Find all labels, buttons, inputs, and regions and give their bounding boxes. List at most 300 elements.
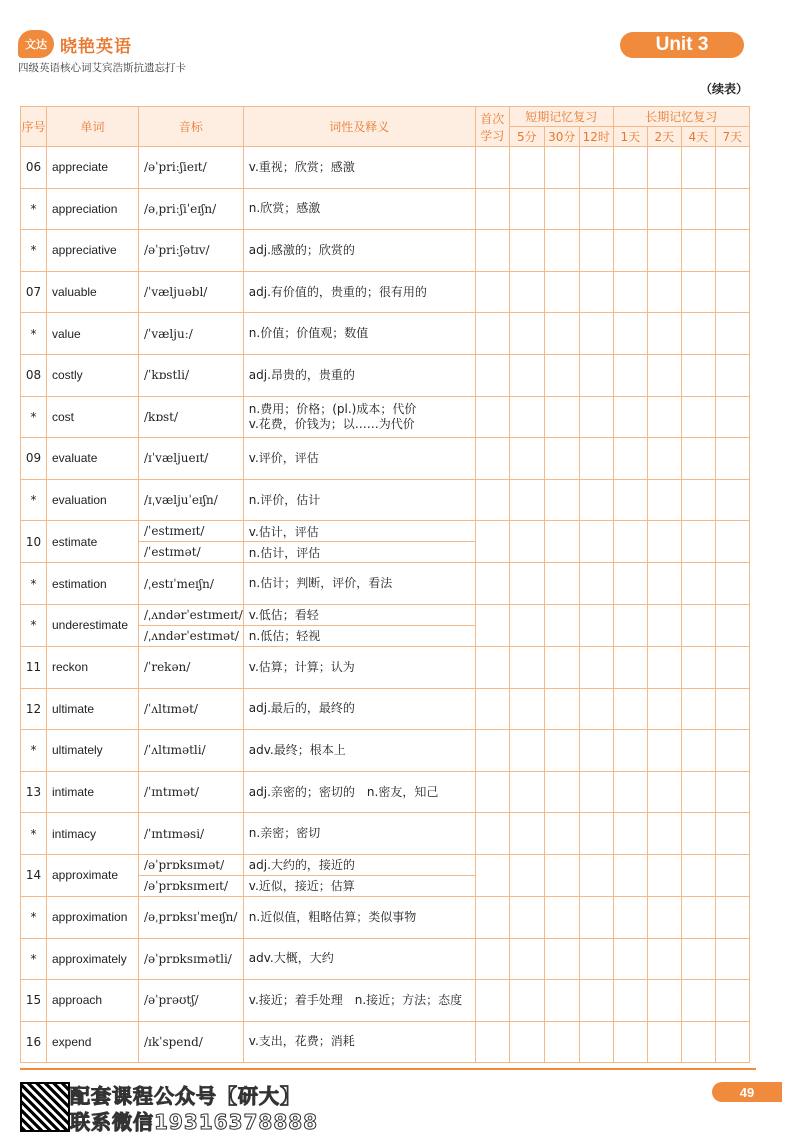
review-checkbox-cell[interactable]	[475, 771, 509, 813]
review-checkbox-cell[interactable]	[544, 813, 579, 855]
review-checkbox-cell[interactable]	[681, 646, 715, 688]
table-row	[21, 396, 750, 438]
review-checkbox-cell[interactable]	[579, 854, 613, 896]
entry-word: approximate	[47, 854, 139, 896]
review-checkbox-cell[interactable]	[475, 479, 509, 521]
review-checkbox-cell[interactable]	[544, 396, 579, 438]
entry-phonetic: /əˈpriːʃətɪv/	[139, 230, 244, 272]
review-checkbox-cell[interactable]	[715, 646, 749, 688]
review-checkbox-cell[interactable]	[579, 313, 613, 355]
review-checkbox-cell[interactable]	[715, 396, 749, 438]
review-checkbox-cell[interactable]	[613, 147, 647, 189]
review-checkbox-cell[interactable]	[647, 147, 681, 189]
review-checkbox-cell[interactable]	[715, 521, 749, 563]
entry-number: 15	[21, 980, 47, 1022]
entry-phonetic: /əˈprɒksɪmət/	[139, 854, 244, 875]
review-checkbox-cell[interactable]	[681, 521, 715, 563]
header-1day: 1天	[613, 127, 647, 147]
review-checkbox-cell[interactable]	[681, 271, 715, 313]
header-first-study: 首次学习	[475, 107, 509, 147]
review-checkbox-cell[interactable]	[613, 646, 647, 688]
review-checkbox-cell[interactable]	[579, 438, 613, 480]
review-checkbox-cell[interactable]	[647, 521, 681, 563]
review-checkbox-cell[interactable]	[544, 354, 579, 396]
review-checkbox-cell[interactable]	[544, 896, 579, 938]
table-row	[21, 938, 750, 980]
review-checkbox-cell[interactable]	[647, 688, 681, 730]
table-row	[21, 271, 750, 313]
review-checkbox-cell[interactable]	[509, 438, 544, 480]
review-checkbox-cell[interactable]	[509, 563, 544, 605]
review-checkbox-cell[interactable]	[509, 147, 544, 189]
review-checkbox-cell[interactable]	[715, 188, 749, 230]
entry-number: 09	[21, 438, 47, 480]
review-checkbox-cell[interactable]	[544, 563, 579, 605]
review-checkbox-cell[interactable]	[544, 230, 579, 272]
review-checkbox-cell[interactable]	[715, 313, 749, 355]
table-row	[21, 147, 750, 189]
review-checkbox-cell[interactable]	[579, 479, 613, 521]
review-checkbox-cell[interactable]	[681, 896, 715, 938]
table-row	[21, 896, 750, 938]
review-checkbox-cell[interactable]	[475, 313, 509, 355]
review-checkbox-cell[interactable]	[715, 230, 749, 272]
review-checkbox-cell[interactable]	[509, 1021, 544, 1063]
review-checkbox-cell[interactable]	[647, 938, 681, 980]
entry-phonetic: /əˌpriːʃiˈeɪʃn/	[139, 188, 244, 230]
definition-line: adj.亲密的；密切的 n.密友，知己	[248, 784, 439, 799]
review-checkbox-cell[interactable]	[715, 854, 749, 896]
review-checkbox-cell[interactable]	[475, 354, 509, 396]
review-checkbox-cell[interactable]	[544, 271, 579, 313]
review-checkbox-cell[interactable]	[544, 147, 579, 189]
entry-number: 08	[21, 354, 47, 396]
definition-line: n.价值；价值观；数值	[248, 326, 369, 341]
review-checkbox-cell[interactable]	[509, 771, 544, 813]
qr-code	[20, 1082, 70, 1132]
promo-line-1: 配套课程公众号【研大】	[70, 1084, 301, 1108]
definition-line: adj.有价值的，贵重的；很有用的	[248, 284, 427, 299]
review-checkbox-cell[interactable]	[475, 271, 509, 313]
header-30min: 30分	[544, 127, 579, 147]
review-checkbox-cell[interactable]	[509, 521, 544, 563]
entry-word: expend	[47, 1021, 139, 1063]
table-row	[21, 1021, 750, 1063]
entry-word: appreciation	[47, 188, 139, 230]
review-checkbox-cell[interactable]	[579, 563, 613, 605]
review-checkbox-cell[interactable]	[579, 396, 613, 438]
review-checkbox-cell[interactable]	[475, 938, 509, 980]
review-checkbox-cell[interactable]	[647, 188, 681, 230]
review-checkbox-cell[interactable]	[613, 188, 647, 230]
entry-word: costly	[47, 354, 139, 396]
review-checkbox-cell[interactable]	[544, 521, 579, 563]
entry-phonetic: /ˈʌltɪmət/	[139, 688, 244, 730]
entry-number: *	[21, 479, 47, 521]
review-checkbox-cell[interactable]	[647, 313, 681, 355]
review-checkbox-cell[interactable]	[681, 438, 715, 480]
review-checkbox-cell[interactable]	[509, 646, 544, 688]
definition-line: n.亲密；密切	[248, 826, 321, 841]
review-checkbox-cell[interactable]	[544, 854, 579, 896]
review-checkbox-cell[interactable]	[715, 896, 749, 938]
review-checkbox-cell[interactable]	[715, 438, 749, 480]
review-checkbox-cell[interactable]	[647, 646, 681, 688]
review-checkbox-cell[interactable]	[681, 938, 715, 980]
review-checkbox-cell[interactable]	[681, 479, 715, 521]
entry-number: *	[21, 813, 47, 855]
review-checkbox-cell[interactable]	[579, 271, 613, 313]
review-checkbox-cell[interactable]	[579, 188, 613, 230]
review-checkbox-cell[interactable]	[681, 396, 715, 438]
review-checkbox-cell[interactable]	[613, 854, 647, 896]
entry-word: ultimate	[47, 688, 139, 730]
table-row	[21, 563, 750, 605]
review-checkbox-cell[interactable]	[509, 896, 544, 938]
review-checkbox-cell[interactable]	[613, 230, 647, 272]
definition-line: n.费用；价格；(pl.)成本；代价	[248, 401, 417, 416]
vocabulary-table	[20, 106, 750, 1063]
entry-phonetic: /ˈrekən/	[139, 646, 244, 688]
review-checkbox-cell[interactable]	[544, 313, 579, 355]
review-checkbox-cell[interactable]	[613, 938, 647, 980]
brand-name: 晓艳英语	[60, 36, 132, 57]
review-checkbox-cell[interactable]	[475, 688, 509, 730]
review-checkbox-cell[interactable]	[647, 854, 681, 896]
review-checkbox-cell[interactable]	[715, 271, 749, 313]
entry-word: approach	[47, 980, 139, 1022]
entry-phonetic: /kɒst/	[139, 396, 244, 438]
review-checkbox-cell[interactable]	[544, 1021, 579, 1063]
entry-phonetic: /ˌʌndərˈestɪmeɪt/	[139, 604, 244, 625]
review-checkbox-cell[interactable]	[475, 813, 509, 855]
review-checkbox-cell[interactable]	[509, 730, 544, 772]
entry-definition	[243, 396, 475, 438]
review-checkbox-cell[interactable]	[579, 646, 613, 688]
review-checkbox-cell[interactable]	[681, 354, 715, 396]
review-checkbox-cell[interactable]	[613, 438, 647, 480]
review-checkbox-cell[interactable]	[544, 479, 579, 521]
review-checkbox-cell[interactable]	[715, 354, 749, 396]
review-checkbox-cell[interactable]	[579, 771, 613, 813]
review-checkbox-cell[interactable]	[475, 646, 509, 688]
review-checkbox-cell[interactable]	[681, 980, 715, 1022]
review-checkbox-cell[interactable]	[475, 980, 509, 1022]
definition-line: v.支出，花费；消耗	[248, 1034, 355, 1049]
review-checkbox-cell[interactable]	[544, 938, 579, 980]
header-12h: 12时	[579, 127, 613, 147]
entry-phonetic: /ˈɪntɪmət/	[139, 771, 244, 813]
review-checkbox-cell[interactable]	[509, 813, 544, 855]
entry-definition	[243, 479, 475, 521]
entry-definition	[243, 230, 475, 272]
entry-word: approximation	[47, 896, 139, 938]
entry-number: *	[21, 396, 47, 438]
review-checkbox-cell[interactable]	[475, 563, 509, 605]
review-checkbox-cell[interactable]	[681, 313, 715, 355]
review-checkbox-cell[interactable]	[579, 980, 613, 1022]
review-checkbox-cell[interactable]	[509, 271, 544, 313]
header-7day: 7天	[715, 127, 749, 147]
page-number: 49	[712, 1082, 782, 1102]
review-checkbox-cell[interactable]	[509, 938, 544, 980]
review-checkbox-cell[interactable]	[647, 604, 681, 646]
entry-word: evaluate	[47, 438, 139, 480]
review-checkbox-cell[interactable]	[613, 1021, 647, 1063]
header-word: 单词	[47, 107, 139, 147]
table-row	[21, 354, 750, 396]
review-checkbox-cell[interactable]	[544, 188, 579, 230]
definition-line: n.近似值，粗略估算；类似事物	[248, 909, 417, 924]
definition-line: v.接近；着手处理 n.接近；方法；态度	[248, 992, 463, 1007]
entry-phonetic: /ˈvæljuəbl/	[139, 271, 244, 313]
entry-definition	[243, 313, 475, 355]
table-row	[21, 813, 750, 855]
entry-number: *	[21, 563, 47, 605]
review-checkbox-cell[interactable]	[647, 230, 681, 272]
promo-line-2: 联系微信19316378888	[70, 1110, 319, 1134]
review-checkbox-cell[interactable]	[647, 1021, 681, 1063]
review-checkbox-cell[interactable]	[613, 688, 647, 730]
review-checkbox-cell[interactable]	[715, 980, 749, 1022]
definition-line: adj.感激的；欣赏的	[248, 242, 355, 257]
entry-definition: v.低估；看轻	[243, 604, 475, 625]
review-checkbox-cell[interactable]	[475, 1021, 509, 1063]
review-checkbox-cell[interactable]	[579, 688, 613, 730]
review-checkbox-cell[interactable]	[681, 230, 715, 272]
review-checkbox-cell[interactable]	[715, 147, 749, 189]
entry-definition	[243, 646, 475, 688]
entry-phonetic: /ɪˌvæljuˈeɪʃn/	[139, 479, 244, 521]
review-checkbox-cell[interactable]	[475, 147, 509, 189]
review-checkbox-cell[interactable]	[579, 938, 613, 980]
entry-definition	[243, 147, 475, 189]
review-checkbox-cell[interactable]	[544, 730, 579, 772]
review-checkbox-cell[interactable]	[579, 1021, 613, 1063]
review-checkbox-cell[interactable]	[613, 813, 647, 855]
review-checkbox-cell[interactable]	[647, 438, 681, 480]
entry-word: valuable	[47, 271, 139, 313]
review-checkbox-cell[interactable]	[579, 521, 613, 563]
review-checkbox-cell[interactable]	[579, 147, 613, 189]
review-checkbox-cell[interactable]	[647, 563, 681, 605]
review-checkbox-cell[interactable]	[579, 354, 613, 396]
review-checkbox-cell[interactable]	[681, 604, 715, 646]
review-checkbox-cell[interactable]	[715, 813, 749, 855]
review-checkbox-cell[interactable]	[509, 354, 544, 396]
entry-word: reckon	[47, 646, 139, 688]
review-checkbox-cell[interactable]	[544, 646, 579, 688]
header-4day: 4天	[681, 127, 715, 147]
review-checkbox-cell[interactable]	[681, 854, 715, 896]
review-checkbox-cell[interactable]	[681, 813, 715, 855]
review-checkbox-cell[interactable]	[613, 271, 647, 313]
header-phonetic: 音标	[139, 107, 244, 147]
review-checkbox-cell[interactable]	[647, 980, 681, 1022]
review-checkbox-cell[interactable]	[509, 604, 544, 646]
table-row	[21, 730, 750, 772]
definition-line: n.估计；判断，评价，看法	[248, 576, 393, 591]
entry-phonetic: /ˈʌltɪmətli/	[139, 730, 244, 772]
entry-word: intimate	[47, 771, 139, 813]
review-checkbox-cell[interactable]	[647, 896, 681, 938]
review-checkbox-cell[interactable]	[715, 730, 749, 772]
review-checkbox-cell[interactable]	[544, 980, 579, 1022]
review-checkbox-cell[interactable]	[715, 688, 749, 730]
review-checkbox-cell[interactable]	[715, 563, 749, 605]
review-checkbox-cell[interactable]	[647, 479, 681, 521]
entry-word: value	[47, 313, 139, 355]
review-checkbox-cell[interactable]	[475, 230, 509, 272]
entry-word: cost	[47, 396, 139, 438]
header-no: 序号	[21, 107, 47, 147]
review-checkbox-cell[interactable]	[613, 896, 647, 938]
review-checkbox-cell[interactable]	[509, 396, 544, 438]
review-checkbox-cell[interactable]	[613, 771, 647, 813]
review-checkbox-cell[interactable]	[579, 730, 613, 772]
review-checkbox-cell[interactable]	[509, 980, 544, 1022]
table-row	[21, 771, 750, 813]
review-checkbox-cell[interactable]	[681, 771, 715, 813]
entry-word: appreciative	[47, 230, 139, 272]
table-row	[21, 438, 750, 480]
entry-definition	[243, 188, 475, 230]
review-checkbox-cell[interactable]	[715, 479, 749, 521]
table-row	[21, 521, 750, 542]
entry-word: estimation	[47, 563, 139, 605]
review-checkbox-cell[interactable]	[715, 604, 749, 646]
entry-word: ultimately	[47, 730, 139, 772]
review-checkbox-cell[interactable]	[613, 313, 647, 355]
review-checkbox-cell[interactable]	[613, 479, 647, 521]
review-checkbox-cell[interactable]	[509, 188, 544, 230]
review-checkbox-cell[interactable]	[509, 313, 544, 355]
entry-number: *	[21, 188, 47, 230]
entry-number: *	[21, 938, 47, 980]
review-checkbox-cell[interactable]	[579, 230, 613, 272]
review-checkbox-cell[interactable]	[613, 354, 647, 396]
entry-word: estimate	[47, 521, 139, 563]
entry-definition	[243, 438, 475, 480]
review-checkbox-cell[interactable]	[647, 771, 681, 813]
review-checkbox-cell[interactable]	[579, 896, 613, 938]
review-checkbox-cell[interactable]	[579, 813, 613, 855]
entry-number: 11	[21, 646, 47, 688]
review-checkbox-cell[interactable]	[681, 563, 715, 605]
review-checkbox-cell[interactable]	[475, 854, 509, 896]
continued-label: （续表）	[700, 82, 749, 96]
entry-definition: v.近似，接近；估算	[243, 875, 475, 896]
review-checkbox-cell[interactable]	[647, 730, 681, 772]
review-checkbox-cell[interactable]	[647, 813, 681, 855]
entry-phonetic: /ˈestɪmət/	[139, 542, 244, 563]
table-row	[21, 980, 750, 1022]
review-checkbox-cell[interactable]	[681, 1021, 715, 1063]
table-row	[21, 854, 750, 875]
entry-phonetic: /əˈprɒksɪmeɪt/	[139, 875, 244, 896]
review-checkbox-cell[interactable]	[509, 688, 544, 730]
review-checkbox-cell[interactable]	[681, 688, 715, 730]
review-checkbox-cell[interactable]	[475, 730, 509, 772]
review-checkbox-cell[interactable]	[613, 604, 647, 646]
entry-word: appreciate	[47, 147, 139, 189]
review-checkbox-cell[interactable]	[715, 938, 749, 980]
review-checkbox-cell[interactable]	[715, 1021, 749, 1063]
review-checkbox-cell[interactable]	[613, 980, 647, 1022]
definition-line: v.估算；计算；认为	[248, 659, 355, 674]
review-checkbox-cell[interactable]	[613, 521, 647, 563]
entry-number: 16	[21, 1021, 47, 1063]
entry-definition: adj.大约的，接近的	[243, 854, 475, 875]
entry-definition: v.估计，评估	[243, 521, 475, 542]
definition-line: n.欣赏；感激	[248, 201, 321, 216]
review-checkbox-cell[interactable]	[509, 230, 544, 272]
table-row	[21, 646, 750, 688]
review-checkbox-cell[interactable]	[509, 854, 544, 896]
review-checkbox-cell[interactable]	[613, 563, 647, 605]
entry-phonetic: /əˈprəʊtʃ/	[139, 980, 244, 1022]
review-checkbox-cell[interactable]	[681, 730, 715, 772]
review-checkbox-cell[interactable]	[475, 188, 509, 230]
header-5min: 5分	[509, 127, 544, 147]
review-checkbox-cell[interactable]	[475, 438, 509, 480]
entry-definition	[243, 771, 475, 813]
entry-phonetic: /əˌprɒksɪˈmeɪʃn/	[139, 896, 244, 938]
review-checkbox-cell[interactable]	[475, 396, 509, 438]
review-checkbox-cell[interactable]	[647, 354, 681, 396]
header-2day: 2天	[647, 127, 681, 147]
definition-line: v.评价，评估	[248, 450, 319, 465]
review-checkbox-cell[interactable]	[715, 771, 749, 813]
entry-number: 12	[21, 688, 47, 730]
review-checkbox-cell[interactable]	[475, 521, 509, 563]
entry-phonetic: /ˌʌndərˈestɪmət/	[139, 625, 244, 646]
unit-tab: Unit 3	[620, 32, 744, 58]
review-checkbox-cell[interactable]	[681, 188, 715, 230]
review-checkbox-cell[interactable]	[509, 479, 544, 521]
entry-number: 13	[21, 771, 47, 813]
entry-definition	[243, 1021, 475, 1063]
review-checkbox-cell[interactable]	[544, 438, 579, 480]
review-checkbox-cell[interactable]	[613, 730, 647, 772]
review-checkbox-cell[interactable]	[579, 604, 613, 646]
table-row	[21, 688, 750, 730]
definition-line: v.花费，价钱为；以……为代价	[248, 416, 415, 431]
definition-line: adv.最终；根本上	[248, 742, 346, 757]
review-checkbox-cell[interactable]	[475, 896, 509, 938]
review-checkbox-cell[interactable]	[647, 396, 681, 438]
entry-definition	[243, 730, 475, 772]
review-checkbox-cell[interactable]	[544, 688, 579, 730]
entry-phonetic: /ˈkɒstli/	[139, 354, 244, 396]
table-row	[21, 188, 750, 230]
review-checkbox-cell[interactable]	[647, 271, 681, 313]
entry-number: *	[21, 604, 47, 646]
definition-line: adv.大概，大约	[248, 951, 334, 966]
review-checkbox-cell[interactable]	[544, 604, 579, 646]
review-checkbox-cell[interactable]	[544, 771, 579, 813]
entry-number: *	[21, 896, 47, 938]
entry-definition	[243, 938, 475, 980]
review-checkbox-cell[interactable]	[613, 396, 647, 438]
entry-number: 14	[21, 854, 47, 896]
table-row	[21, 313, 750, 355]
entry-definition: n.低估；轻视	[243, 625, 475, 646]
review-checkbox-cell[interactable]	[681, 147, 715, 189]
definition-line: v.重视；欣赏；感激	[248, 159, 355, 174]
entry-word: underestimate	[47, 604, 139, 646]
review-checkbox-cell[interactable]	[475, 604, 509, 646]
